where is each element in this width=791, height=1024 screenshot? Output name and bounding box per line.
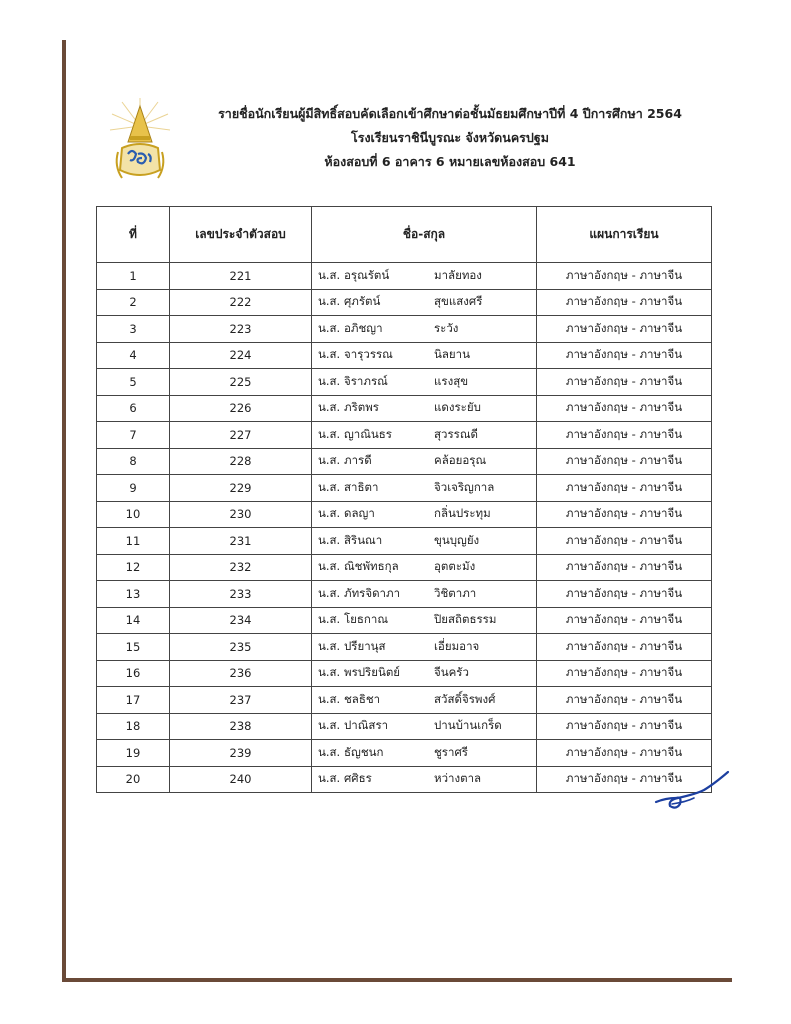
last-name: แรงสุข xyxy=(434,373,469,388)
last-name: คล้อยอรุณ xyxy=(434,453,487,468)
study-plan: ภาษาอังกฤษ - ภาษาจีน xyxy=(537,713,712,740)
study-plan: ภาษาอังกฤษ - ภาษาจีน xyxy=(537,422,712,449)
first-name: ญาณินธร xyxy=(344,426,392,441)
name-prefix: น.ส. xyxy=(318,638,341,653)
student-name xyxy=(312,263,537,290)
name-prefix: น.ส. xyxy=(318,453,341,468)
row-number: 1 xyxy=(97,263,170,290)
row-number: 19 xyxy=(97,740,170,767)
row-number: 5 xyxy=(97,369,170,396)
exam-id: 239 xyxy=(170,740,312,767)
name-parts xyxy=(312,426,536,444)
first-name: ปาณิสรา xyxy=(344,718,389,733)
name-parts xyxy=(312,452,536,470)
row-number: 4 xyxy=(97,342,170,369)
table-row xyxy=(97,528,712,555)
name-prefix: น.ส. xyxy=(318,771,341,786)
last-name: หว่างตาล xyxy=(434,771,482,786)
name-prefix: น.ส. xyxy=(318,506,341,521)
study-plan: ภาษาอังกฤษ - ภาษาจีน xyxy=(537,342,712,369)
row-number: 3 xyxy=(97,316,170,343)
study-plan: ภาษาอังกฤษ - ภาษาจีน xyxy=(537,607,712,634)
last-name: ปานบ้านเกร็ด xyxy=(434,718,502,733)
last-name: สวัสดิ์จิรพงศ์ xyxy=(434,691,496,706)
table-row xyxy=(97,342,712,369)
first-name: พรปริยนิตย์ xyxy=(344,665,401,680)
row-number: 12 xyxy=(97,554,170,581)
table-row xyxy=(97,501,712,528)
table-row xyxy=(97,422,712,449)
student-roster-table xyxy=(96,206,712,793)
student-name xyxy=(312,369,537,396)
header-name: ชื่อ-สกุล xyxy=(312,207,537,263)
table-row xyxy=(97,263,712,290)
first-name: ณิชพัทธกุล xyxy=(344,559,399,574)
table-row xyxy=(97,740,712,767)
table-row xyxy=(97,316,712,343)
first-name: ศุภรัตน์ xyxy=(344,294,381,309)
study-plan: ภาษาอังกฤษ - ภาษาจีน xyxy=(537,634,712,661)
name-prefix: น.ส. xyxy=(318,400,341,415)
row-number: 20 xyxy=(97,766,170,793)
title-line-1: รายชื่อนักเรียนผู้มีสิทธิ์สอบคัดเลือกเข้าศึกษาต่อชั้นมัธยมศึกษาปีที่ 4 ปีการศึกษา 2564 xyxy=(218,106,682,121)
table-row xyxy=(97,554,712,581)
student-name xyxy=(312,581,537,608)
name-prefix: น.ส. xyxy=(318,559,341,574)
exam-id: 222 xyxy=(170,289,312,316)
row-number: 10 xyxy=(97,501,170,528)
name-prefix: น.ส. xyxy=(318,744,341,759)
name-parts xyxy=(312,373,536,391)
exam-id: 240 xyxy=(170,766,312,793)
table-row xyxy=(97,448,712,475)
student-name xyxy=(312,289,537,316)
name-prefix: น.ส. xyxy=(318,426,341,441)
student-name xyxy=(312,687,537,714)
table-row xyxy=(97,607,712,634)
study-plan: ภาษาอังกฤษ - ภาษาจีน xyxy=(537,766,712,793)
student-name xyxy=(312,501,537,528)
table-row xyxy=(97,475,712,502)
last-name: มาลัยทอง xyxy=(434,267,482,282)
last-name: ระวัง xyxy=(434,320,459,335)
study-plan: ภาษาอังกฤษ - ภาษาจีน xyxy=(537,369,712,396)
first-name: ศศิธร xyxy=(344,771,372,786)
table-row xyxy=(97,660,712,687)
exam-id: 236 xyxy=(170,660,312,687)
table-row xyxy=(97,581,712,608)
last-name: อุตตะมัง xyxy=(434,559,476,574)
study-plan: ภาษาอังกฤษ - ภาษาจีน xyxy=(537,740,712,767)
title-line-3: ห้องสอบที่ 6 อาคาร 6 หมายเลขห้องสอบ 641 xyxy=(324,154,576,169)
first-name: ภริตพร xyxy=(344,400,379,415)
name-prefix: น.ส. xyxy=(318,294,341,309)
study-plan: ภาษาอังกฤษ - ภาษาจีน xyxy=(537,448,712,475)
name-parts xyxy=(312,320,536,338)
exam-id: 235 xyxy=(170,634,312,661)
table-row xyxy=(97,289,712,316)
exam-id: 230 xyxy=(170,501,312,528)
student-name xyxy=(312,766,537,793)
row-number: 2 xyxy=(97,289,170,316)
header-exam-id: เลขประจำตัวสอบ xyxy=(170,207,312,263)
study-plan: ภาษาอังกฤษ - ภาษาจีน xyxy=(537,263,712,290)
first-name: ภัทรจิดาภา xyxy=(344,585,401,600)
exam-id: 226 xyxy=(170,395,312,422)
first-name: อรุณรัตน์ xyxy=(344,267,390,282)
last-name: จิวเจริญกาล xyxy=(434,479,495,494)
study-plan: ภาษาอังกฤษ - ภาษาจีน xyxy=(537,687,712,714)
student-name xyxy=(312,713,537,740)
last-name: ชูราศรี xyxy=(434,744,468,759)
name-parts xyxy=(312,585,536,603)
name-parts xyxy=(312,479,536,497)
exam-id: 227 xyxy=(170,422,312,449)
row-number: 18 xyxy=(97,713,170,740)
student-name xyxy=(312,660,537,687)
student-name xyxy=(312,607,537,634)
student-name xyxy=(312,448,537,475)
name-parts xyxy=(312,717,536,735)
first-name: ธัญชนก xyxy=(344,744,384,759)
row-number: 8 xyxy=(97,448,170,475)
name-parts xyxy=(312,664,536,682)
table-row xyxy=(97,766,712,793)
name-prefix: น.ส. xyxy=(318,718,341,733)
name-prefix: น.ส. xyxy=(318,479,341,494)
name-parts xyxy=(312,770,536,788)
name-parts xyxy=(312,293,536,311)
student-name xyxy=(312,475,537,502)
last-name: สุขแสงศรี xyxy=(434,294,483,309)
name-prefix: น.ส. xyxy=(318,267,341,282)
name-prefix: น.ส. xyxy=(318,373,341,388)
exam-id: 221 xyxy=(170,263,312,290)
table-row xyxy=(97,634,712,661)
row-number: 13 xyxy=(97,581,170,608)
name-prefix: น.ส. xyxy=(318,665,341,680)
name-prefix: น.ส. xyxy=(318,585,341,600)
header-no: ที่ xyxy=(97,207,170,263)
title-line-2: โรงเรียนราชินีบูรณะ จังหวัดนครปฐม xyxy=(351,130,549,145)
student-name xyxy=(312,528,537,555)
table-body xyxy=(97,263,712,793)
last-name: ปิยสถิตธรรม xyxy=(434,612,497,627)
name-parts xyxy=(312,346,536,364)
study-plan: ภาษาอังกฤษ - ภาษาจีน xyxy=(537,316,712,343)
name-parts xyxy=(312,505,536,523)
study-plan: ภาษาอังกฤษ - ภาษาจีน xyxy=(537,289,712,316)
name-parts xyxy=(312,638,536,656)
exam-id: 238 xyxy=(170,713,312,740)
exam-id: 232 xyxy=(170,554,312,581)
name-prefix: น.ส. xyxy=(318,347,341,362)
row-number: 7 xyxy=(97,422,170,449)
page-edge-left xyxy=(62,40,66,982)
row-number: 17 xyxy=(97,687,170,714)
name-parts xyxy=(312,691,536,709)
page-edge-bottom xyxy=(62,978,732,982)
first-name: ปรียานุส xyxy=(344,638,386,653)
student-name xyxy=(312,740,537,767)
name-parts xyxy=(312,532,536,550)
last-name: เอี่ยมอาจ xyxy=(434,638,480,653)
table-row xyxy=(97,687,712,714)
study-plan: ภาษาอังกฤษ - ภาษาจีน xyxy=(537,554,712,581)
exam-id: 233 xyxy=(170,581,312,608)
student-name xyxy=(312,316,537,343)
name-prefix: น.ส. xyxy=(318,320,341,335)
table-row xyxy=(97,369,712,396)
exam-id: 229 xyxy=(170,475,312,502)
student-name xyxy=(312,634,537,661)
last-name: จีนครัว xyxy=(434,665,469,680)
exam-id: 223 xyxy=(170,316,312,343)
last-name: กลิ่นประทุม xyxy=(434,506,491,521)
header-plan: แผนการเรียน xyxy=(537,207,712,263)
exam-id: 228 xyxy=(170,448,312,475)
first-name: ดลญา xyxy=(344,506,375,521)
first-name: จารุวรรณ xyxy=(344,347,393,362)
student-name xyxy=(312,554,537,581)
row-number: 9 xyxy=(97,475,170,502)
last-name: แดงระยับ xyxy=(434,400,481,415)
last-name: นิลยาน xyxy=(434,347,470,362)
name-prefix: น.ส. xyxy=(318,691,341,706)
name-parts xyxy=(312,611,536,629)
document-header xyxy=(180,102,720,174)
table-row xyxy=(97,395,712,422)
student-name xyxy=(312,395,537,422)
table-header-row xyxy=(97,207,712,263)
name-prefix: น.ส. xyxy=(318,532,341,547)
study-plan: ภาษาอังกฤษ - ภาษาจีน xyxy=(537,501,712,528)
exam-id: 224 xyxy=(170,342,312,369)
row-number: 14 xyxy=(97,607,170,634)
study-plan: ภาษาอังกฤษ - ภาษาจีน xyxy=(537,528,712,555)
row-number: 16 xyxy=(97,660,170,687)
exam-id: 237 xyxy=(170,687,312,714)
first-name: อภิชญา xyxy=(344,320,383,335)
last-name: สุวรรณดี xyxy=(434,426,478,441)
last-name: ขุนบุญยัง xyxy=(434,532,480,547)
name-parts xyxy=(312,267,536,285)
first-name: สาธิตา xyxy=(344,479,379,494)
first-name: จิราภรณ์ xyxy=(344,373,388,388)
name-parts xyxy=(312,558,536,576)
name-prefix: น.ส. xyxy=(318,612,341,627)
name-parts xyxy=(312,744,536,762)
row-number: 11 xyxy=(97,528,170,555)
student-name xyxy=(312,342,537,369)
study-plan: ภาษาอังกฤษ - ภาษาจีน xyxy=(537,581,712,608)
signature-scribble-icon xyxy=(652,768,732,814)
exam-id: 225 xyxy=(170,369,312,396)
study-plan: ภาษาอังกฤษ - ภาษาจีน xyxy=(537,660,712,687)
exam-id: 231 xyxy=(170,528,312,555)
first-name: ชลธิชา xyxy=(344,691,381,706)
study-plan: ภาษาอังกฤษ - ภาษาจีน xyxy=(537,475,712,502)
first-name: สิรินณา xyxy=(344,532,383,547)
table-row xyxy=(97,713,712,740)
last-name: วิชิตาภา xyxy=(434,585,477,600)
student-name xyxy=(312,422,537,449)
row-number: 6 xyxy=(97,395,170,422)
row-number: 15 xyxy=(97,634,170,661)
name-parts xyxy=(312,399,536,417)
first-name: ภารดี xyxy=(344,453,372,468)
exam-id: 234 xyxy=(170,607,312,634)
first-name: โยธกาณ xyxy=(344,612,389,627)
school-emblem-icon xyxy=(108,96,172,192)
study-plan: ภาษาอังกฤษ - ภาษาจีน xyxy=(537,395,712,422)
